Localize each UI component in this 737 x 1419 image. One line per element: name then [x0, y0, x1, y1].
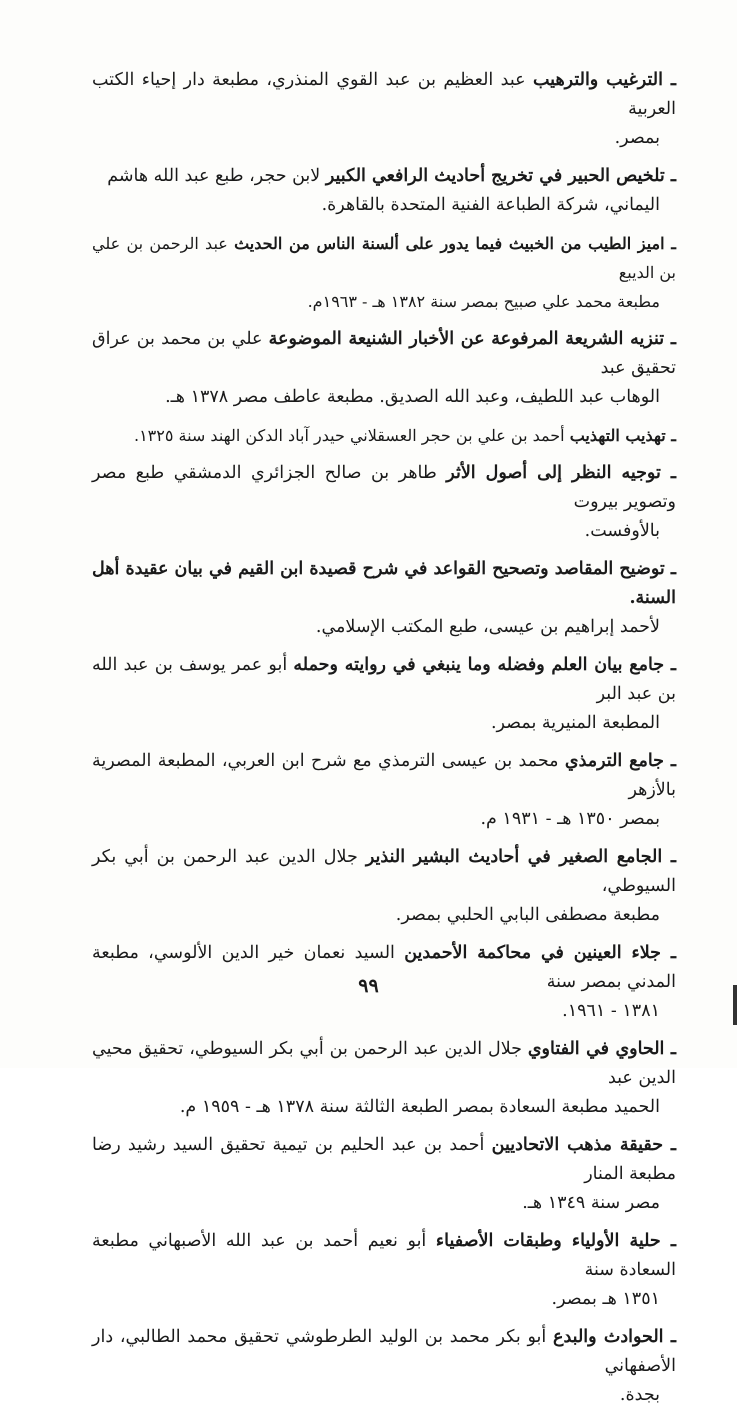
- entry-title: توضيح المقاصد وتصحيح القواعد في شرح قصيدة ابن القيم في بيان عقيدة أهل السنة.: [92, 559, 676, 608]
- bibliography-entry: [92, 843, 676, 930]
- entry-title: الترغيب والترهيب: [532, 70, 663, 90]
- entry-continuation: بالأوفست.: [584, 521, 660, 541]
- entry-dash: ـ: [660, 943, 676, 963]
- bibliography-entry: [92, 747, 676, 834]
- entry-details: جلال الدين عبد الرحمن بن أبي بكر السيوطي، تحقيق محيي الدين عبد: [92, 1039, 676, 1088]
- scan-edge-mark: [733, 985, 737, 1025]
- entry-details: علي بن محمد بن عراق تحقيق عبد: [92, 329, 676, 378]
- bibliography-entry: [92, 1131, 676, 1218]
- entry-title: الحوادث والبدع: [553, 1327, 664, 1347]
- entry-continuation: اليماني، شركة الطباعة الفنية المتحدة بالقاهرة.: [321, 195, 660, 215]
- bibliography-entry: [92, 1227, 676, 1314]
- bibliography-list: [92, 66, 676, 1419]
- bibliography-entry: [92, 651, 676, 738]
- entry-title: جامع بيان العلم وفضله وما ينبغي في روايته وحمله: [293, 655, 665, 675]
- entry-dash: ـ: [663, 751, 676, 771]
- entry-continuation: مصر سنة ١٣٤٩ هـ.: [522, 1193, 660, 1213]
- entry-dash: ـ: [663, 1327, 676, 1347]
- entry-dash: ـ: [665, 426, 676, 445]
- bibliography-entry: [92, 421, 676, 450]
- entry-details: جلال الدين عبد الرحمن بن أبي بكر السيوطي،: [92, 847, 676, 896]
- entry-continuation: مطبعة محمد علي صبيح بمصر سنة ١٣٨٢ هـ - ١٩٦٣م.: [307, 292, 660, 311]
- entry-title: تلخيص الحبير في تخريج أحاديث الرافعي الكبير: [325, 166, 665, 186]
- entry-dash: ـ: [662, 70, 676, 90]
- page-number: ٩٩: [358, 975, 379, 997]
- entry-continuation: ١٣٨١ - ١٩٦١.: [562, 1001, 660, 1021]
- entry-dash: ـ: [660, 463, 676, 483]
- entry-continuation: بجدة.: [619, 1385, 660, 1405]
- entry-continuation: لأحمد إبراهيم بن عيسى، طبع المكتب الإسلامي.: [315, 617, 660, 637]
- entry-continuation: بمصر.: [614, 128, 660, 148]
- entry-details: محمد بن عيسى الترمذي مع شرح ابن العربي، المطبعة المصرية بالأزهر: [92, 751, 676, 800]
- entry-continuation: الوهاب عبد اللطيف، وعبد الله الصديق. مطبعة عاطف مصر ١٣٧٨ هـ.: [165, 387, 660, 407]
- entry-dash: ـ: [663, 1135, 677, 1155]
- entry-title: تنزيه الشريعة المرفوعة عن الأخبار الشنيعة الموضوعة: [268, 329, 665, 349]
- entry-details: عبد العظيم بن عبد القوي المنذري، مطبعة دار إحياء الكتب العربية: [92, 70, 676, 119]
- entry-title: توجيه النظر إلى أصول الأثر: [446, 463, 661, 483]
- entry-dash: ـ: [660, 1231, 676, 1251]
- entry-dash: ـ: [664, 329, 676, 349]
- entry-title: تهذيب التهذيب: [569, 426, 666, 445]
- entry-details: أبو بكر محمد بن الوليد الطرطوشي تحقيق محمد الطالبي، دار الأصفهاني: [92, 1327, 676, 1376]
- entry-continuation: مطبعة مصطفى البابي الحلبي بمصر.: [395, 905, 660, 925]
- entry-details: لابن حجر، طبع عبد الله هاشم: [107, 166, 326, 186]
- bibliography-entry: [92, 555, 676, 642]
- bibliography-entry: [92, 1323, 676, 1410]
- bibliography-entry: [92, 229, 676, 316]
- entry-dash: ـ: [664, 559, 676, 579]
- entry-title: الحاوي في الفتاوي: [527, 1039, 665, 1059]
- bibliography-entry: [92, 1035, 676, 1122]
- entry-details: طاهر بن صالح الجزائري الدمشقي طبع مصر وتصوير بيروت: [92, 463, 676, 512]
- entry-title: اميز الطيب من الخبيث فيما يدور على ألسنة الناس من الحديث: [234, 234, 665, 253]
- entry-dash: ـ: [662, 847, 676, 867]
- entry-continuation: المطبعة المنيرية بمصر.: [490, 713, 660, 733]
- entry-dash: ـ: [664, 1039, 676, 1059]
- entry-title: حقيقة مذهب الاتحاديين: [491, 1135, 664, 1155]
- entry-continuation: ١٣٥١ هـ بمصر.: [551, 1289, 660, 1309]
- entry-details: أبو عمر يوسف بن عبد الله بن عبد البر: [92, 655, 676, 704]
- bibliography-entry: [92, 162, 676, 220]
- entry-details: عبد الرحمن بن علي بن الديبع: [92, 234, 676, 282]
- entry-title: الجامع الصغير في أحاديث البشير النذير: [365, 847, 663, 867]
- entry-continuation: الحميد مطبعة السعادة بمصر الطبعة الثالثة سنة ١٣٧٨ هـ - ١٩٥٩ م.: [179, 1097, 660, 1117]
- entry-continuation: بمصر ١٣٥٠ هـ - ١٩٣١ م.: [480, 809, 660, 829]
- entry-title: جامع الترمذي: [564, 751, 664, 771]
- entry-dash: ـ: [664, 234, 676, 253]
- bibliography-entry: [92, 459, 676, 546]
- entry-details: أحمد بن عبد الحليم بن تيمية تحقيق السيد رشيد رضا مطبعة المنار: [92, 1135, 676, 1184]
- entry-details: أبو نعيم أحمد بن عبد الله الأصبهاني مطبعة السعادة سنة: [92, 1231, 676, 1280]
- entry-title: جلاء العينين في محاكمة الأحمدين: [404, 943, 661, 963]
- entry-title: حلية الأولياء وطبقات الأصفياء: [435, 1231, 661, 1251]
- bibliography-entry: [92, 66, 676, 153]
- entry-details: أحمد بن علي بن حجر العسقلاني حيدر آباد الدكن الهند سنة ١٣٢٥.: [133, 426, 570, 445]
- entry-dash: ـ: [664, 655, 676, 675]
- entry-dash: ـ: [664, 166, 676, 186]
- entry-details: السيد نعمان خير الدين الألوسي، مطبعة المدني بمصر سنة: [92, 943, 676, 992]
- bibliography-entry: [92, 325, 676, 412]
